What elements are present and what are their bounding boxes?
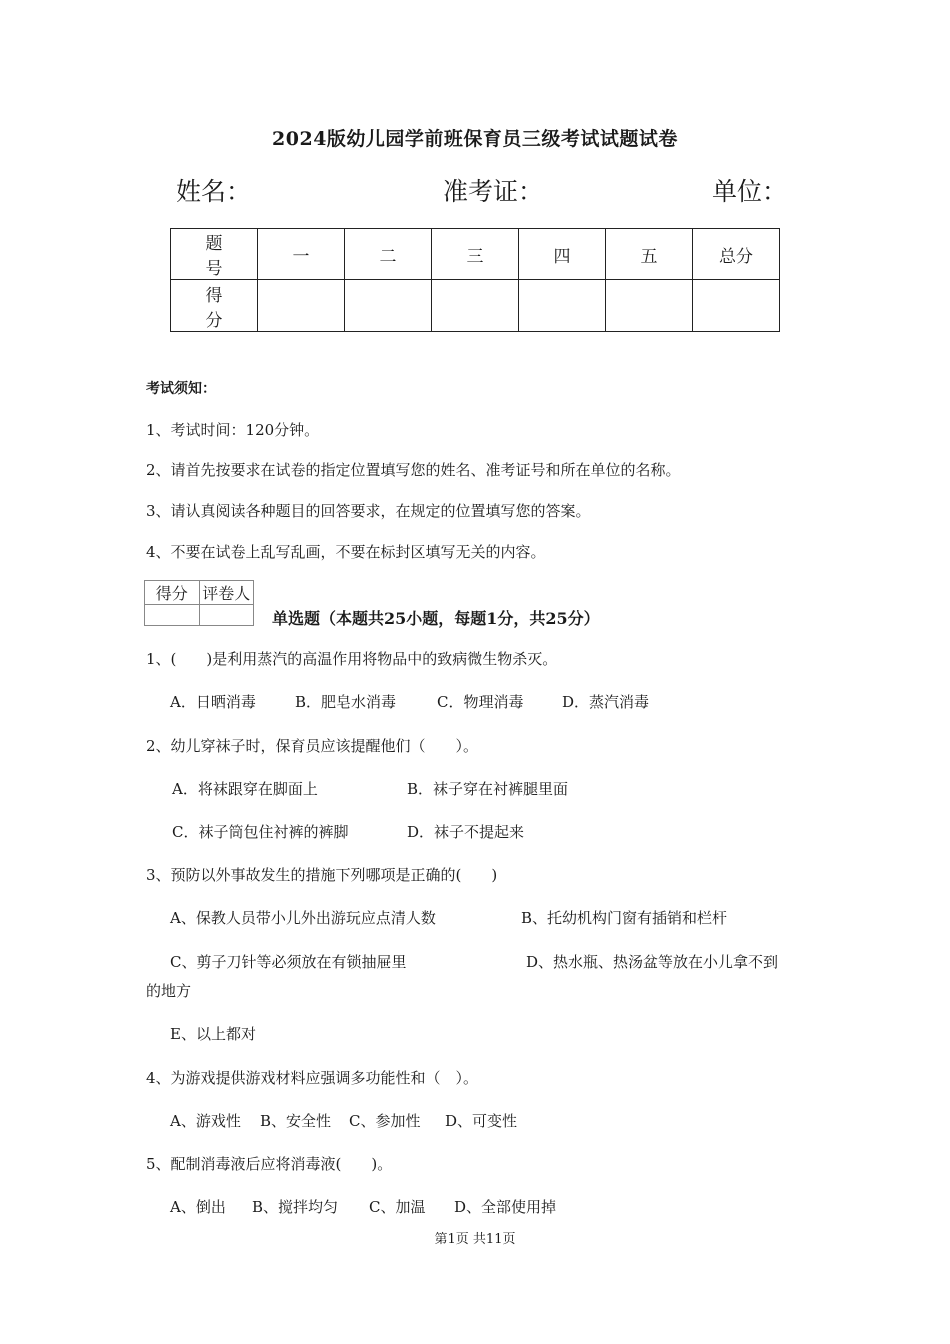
question-option: D．袜子不提起来 [407,823,525,841]
document-title: 2024版幼儿园学前班保育员三级考试试题试卷 [272,128,678,150]
grader-name-cell[interactable] [199,605,254,626]
question-option: B、托幼机构门窗有插销和栏杆 [521,909,728,927]
question-option: D、热水瓶、热汤盆等放在小儿拿不到 [526,953,779,971]
grader-score-cell[interactable] [145,605,200,626]
notice-item: 4、不要在试卷上乱写乱画，不要在标封区填写无关的内容。 [146,543,546,561]
question-option: C、参加性 [349,1112,421,1130]
score-table-header-cell: 一 [258,229,345,280]
score-table-header-cell: 四 [519,229,606,280]
score-table-header-label: 题 号 [171,229,258,280]
question-option: D、全部使用掉 [454,1198,557,1216]
score-table-header-row [171,229,780,280]
page-footer: 第1页 共11页 [434,1232,516,1247]
question-option: D、可变性 [445,1112,518,1130]
question-stem: 4、为游戏提供游戏材料应强调多功能性和（ ）。 [146,1069,479,1087]
question-stem: 1、( )是利用蒸汽的高温作用将物品中的致病微生物杀灭。 [146,650,558,668]
question-option: C、加温 [369,1198,426,1216]
score-table [170,228,780,332]
grader-name-label: 评卷人 [199,581,254,605]
name-field-label: 姓名： [176,177,252,206]
notice-item: 3、请认真阅读各种题目的回答要求，在规定的位置填写您的答案。 [146,502,591,520]
notice-item: 1、考试时间：120分钟。 [146,421,320,439]
notice-item: 2、请首先按要求在试卷的指定位置填写您的姓名、准考证号和所在单位的名称。 [146,461,681,479]
score-table-header-cell: 二 [345,229,432,280]
question-option: B、安全性 [260,1112,332,1130]
question-option: D．蒸汽消毒 [562,693,650,711]
score-table-header-cell: 总分 [693,229,780,280]
score-cell[interactable] [345,280,432,332]
question-stem: 5、配制消毒液后应将消毒液( )。 [146,1155,393,1173]
score-cell[interactable] [693,280,780,332]
question-option: B．袜子穿在衬裤腿里面 [407,780,569,798]
exam-id-field-label: 准考证： [443,177,544,206]
question-option: C、剪子刀针等必须放在有锁抽屉里 [170,953,407,971]
question-option: A、倒出 [170,1198,226,1216]
score-cell[interactable] [606,280,693,332]
question-option: A、保教人员带小儿外出游玩应点清人数 [170,909,436,927]
question-stem: 2、幼儿穿袜子时，保育员应该提醒他们（ ）。 [146,737,479,755]
question-option: B．肥皂水消毒 [295,693,397,711]
question-option-continuation: 的地方 [146,982,192,1000]
grader-score-label: 得分 [145,581,200,605]
score-cell[interactable] [519,280,606,332]
question-option: A．日晒消毒 [170,693,256,711]
score-cell[interactable] [432,280,519,332]
question-stem: 3、预防以外事故发生的措施下列哪项是正确的( ) [146,866,498,884]
score-table-score-row [171,280,780,332]
section-title: 单选题（本题共25小题，每题1分，共25分） [272,609,600,628]
question-option: C．袜子筒包住衬裤的裤脚 [172,823,349,841]
question-option: E、以上都对 [170,1025,256,1043]
question-option: A、游戏性 [170,1112,241,1130]
question-option: B、搅拌均匀 [252,1198,339,1216]
notice-heading: 考试须知： [146,381,216,397]
score-table-header-cell: 三 [432,229,519,280]
score-table-header-cell: 五 [606,229,693,280]
question-option: A．将袜跟穿在脚面上 [172,780,318,798]
question-option: C．物理消毒 [437,693,524,711]
grader-box [144,580,254,626]
unit-field-label: 单位： [712,177,788,206]
score-table-row-label: 得 分 [171,280,258,332]
